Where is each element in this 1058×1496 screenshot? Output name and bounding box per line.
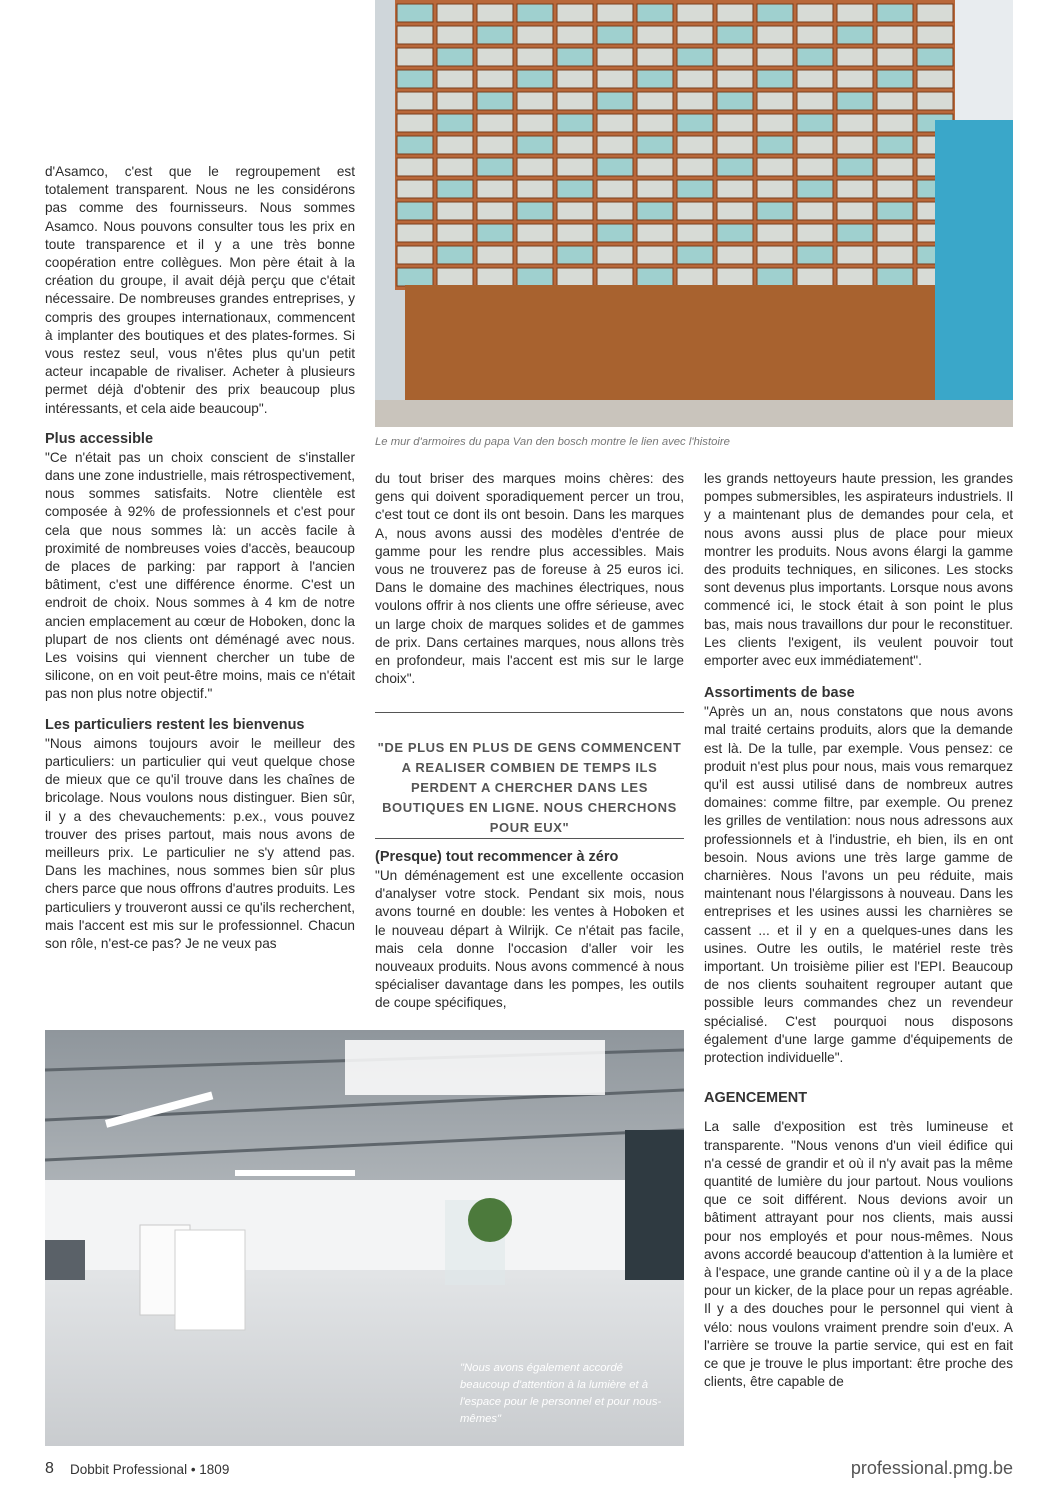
- cabinet-drawer: [397, 114, 433, 132]
- cabinet-drawer: [557, 268, 593, 286]
- cabinet-drawer: [557, 202, 593, 220]
- quote-bottom-rule: [375, 838, 684, 839]
- cabinet-drawer: [677, 158, 713, 176]
- cabinet-drawer: [597, 48, 633, 66]
- cabinet-drawer: [637, 136, 673, 154]
- cabinet-drawer: [797, 114, 833, 132]
- column-1: [45, 163, 355, 953]
- cabinet-drawer: [597, 202, 633, 220]
- heading-agencement: AGENCEMENT: [704, 1090, 808, 1107]
- cabinet-drawer: [677, 268, 713, 286]
- cabinet-drawer: [677, 114, 713, 132]
- cabinet-drawer: [877, 268, 913, 286]
- cabinet-drawer: [597, 180, 633, 198]
- cabinet-drawer: [557, 246, 593, 264]
- cabinet-drawer: [397, 4, 433, 22]
- cabinet-drawer: [837, 136, 873, 154]
- cabinet-drawer: [597, 26, 633, 44]
- cabinet-drawer: [757, 202, 793, 220]
- cabinet-drawer: [477, 268, 513, 286]
- cabinet-drawer: [797, 4, 833, 22]
- cabinet-drawer: [637, 4, 673, 22]
- cabinet-drawer: [877, 224, 913, 242]
- cabinet-drawer: [917, 92, 953, 110]
- cabinet-drawer: [797, 202, 833, 220]
- cabinet-drawer: [837, 158, 873, 176]
- cabinet-drawer: [477, 4, 513, 22]
- page-number: 8: [45, 1460, 54, 1477]
- cabinet-drawer: [717, 114, 753, 132]
- cabinet-drawer: [557, 136, 593, 154]
- cabinet-drawer: [437, 114, 473, 132]
- cabinet-drawer: [877, 180, 913, 198]
- cabinet-drawer: [837, 26, 873, 44]
- cabinet-drawer: [437, 180, 473, 198]
- cabinet-drawer: [757, 224, 793, 242]
- cabinet-drawer: [597, 246, 633, 264]
- paragraph-col3-continued: les grands nettoyeurs haute pression, les grandes pompes submersibles, les aspirateurs industriels. Il y a maintenant plus de demandes pour cela, et nous avons aussi plus de place pour mieux montrer les produits. Nous avons élargi la gamme des produits techniques, en silicones. Les stocks sont devenus plus importants. Lorsque nous avons commencé ici, le stock était à son point le plus bas, mais nous travaillons dur pour le reconstituer. Les clients l'exigent, ils veulent pouvoir tout emporter avec eux immédiatement".: [704, 471, 1013, 669]
- cabinet-drawer: [837, 268, 873, 286]
- cabinet-drawer: [757, 48, 793, 66]
- cabinet-drawer: [517, 224, 553, 242]
- cabinet-drawer: [837, 246, 873, 264]
- column-2-lower: [375, 844, 684, 1013]
- cabinet-drawer: [837, 180, 873, 198]
- cabinet-drawer: [797, 70, 833, 88]
- cabinet-drawer: [917, 70, 953, 88]
- cabinet-drawer: [837, 4, 873, 22]
- cabinet-drawer: [757, 70, 793, 88]
- cabinet-drawer: [877, 70, 913, 88]
- cabinet-drawer: [437, 268, 473, 286]
- paragraph-presque: "Un déménagement est une excellente occasion d'analyser votre stock. Pendant six mois, nous avons tourné en double: les ventes à Hoboken et le nouveau départ à Wilrijk. Ce n'était pas facile, mais cela donne l'occasion d'aller voir les nouveaux produits. Nous avons commencé à nous spécialiser davantage dans les pompes, les outils de coupe spécifiques,: [375, 868, 684, 1011]
- cabinet-drawer: [637, 224, 673, 242]
- cabinet-drawer: [477, 26, 513, 44]
- cabinet-drawer: [757, 114, 793, 132]
- cabinet-drawer: [717, 92, 753, 110]
- cabinet-drawer: [677, 224, 713, 242]
- cabinet-drawer: [597, 136, 633, 154]
- cabinet-drawer: [517, 202, 553, 220]
- cabinet-drawer: [717, 202, 753, 220]
- paragraph-col2-continued: du tout briser des marques moins chères: des gens qui doivent sporadiquement percer un trou, c'est tout ce dont ils ont besoin. Dans les marques A, nous avons aussi des modèles d'entrée de gamme pour les rendre plus accessibles. Mais vous ne trouverez pas de foreuse à 25 euros ici. Dans le domaine des machines électriques, nous voulons offrir à nos clients une offre sérieuse, avec un large choix de marques solides et de gammes de prix. Dans certaines marques, nous allons très en profondeur, mais l'accent est mis sur le large choix".: [375, 471, 684, 687]
- cabinet-drawer: [517, 158, 553, 176]
- intro-paragraph: d'Asamco, c'est que le regroupement est totalement transparent. Nous ne les considérons pas comme des fournisseurs. Nous sommes Asamco. Nous pouvons consulter tous les prix en toute transparence et il y a une très bonne coopération entre collègues. Mon père était à la création du groupe, il avait déjà perçu que c'était nécessaire. De nombreuses grandes entreprises, y compris des groupes internationaux, commencent à implanter des boutiques et des plates-formes. Si vous restez seul, vous n'êtes plus qu'un petit acteur incapable de rivaliser. Acheter à plusieurs permet déjà d'obtenir des prix beaucoup plus intéressants, et cela aide beaucoup".: [45, 164, 355, 416]
- cabinet-drawer: [837, 224, 873, 242]
- cabinet-drawer: [837, 48, 873, 66]
- cabinet-drawer: [917, 48, 953, 66]
- cabinet-drawer: [837, 70, 873, 88]
- cabinet-drawer: [677, 202, 713, 220]
- cabinet-drawer: [637, 180, 673, 198]
- cabinet-drawer: [877, 92, 913, 110]
- cabinet-drawer: [517, 136, 553, 154]
- cabinet-drawer: [877, 114, 913, 132]
- cabinet-drawer: [477, 224, 513, 242]
- heading-presque: (Presque) tout recommencer à zéro: [375, 849, 619, 865]
- cabinet-drawer: [397, 158, 433, 176]
- cabinet-drawer: [397, 180, 433, 198]
- cabinet-drawer: [397, 224, 433, 242]
- cabinet-drawer: [557, 158, 593, 176]
- cabinet-drawer: [437, 4, 473, 22]
- cabinet-drawer: [557, 114, 593, 132]
- cabinet-drawer: [477, 158, 513, 176]
- heading-plus-accessible: Plus accessible: [45, 430, 154, 447]
- cabinet-drawer: [877, 158, 913, 176]
- cabinet-drawer: [517, 70, 553, 88]
- cabinet-drawer: [437, 70, 473, 88]
- cabinet-drawer: [557, 92, 593, 110]
- cabinet-drawer: [637, 26, 673, 44]
- cabinet-drawer: [797, 180, 833, 198]
- website-link[interactable]: professional.pmg.be: [850, 1458, 1013, 1478]
- cabinet-drawer: [717, 70, 753, 88]
- cabinet-drawer: [757, 4, 793, 22]
- cabinet-drawer: [477, 202, 513, 220]
- cabinet-drawer: [397, 136, 433, 154]
- cabinet-drawer: [437, 92, 473, 110]
- cabinet-drawer: [637, 48, 673, 66]
- heading-assortiments: Assortiments de base: [704, 685, 855, 702]
- cabinet-drawer: [677, 70, 713, 88]
- cabinet-drawer: [437, 224, 473, 242]
- cabinet-drawer: [797, 246, 833, 264]
- cabinet-drawer: [477, 48, 513, 66]
- cabinet-drawer: [677, 26, 713, 44]
- cabinet-drawer: [557, 4, 593, 22]
- quote-top-rule: [375, 712, 684, 713]
- cabinet-drawer: [877, 136, 913, 154]
- column-2: [375, 470, 684, 688]
- cabinet-drawer: [837, 202, 873, 220]
- cabinet-drawer: [597, 92, 633, 110]
- cabinet-drawer: [757, 92, 793, 110]
- cabinet-drawer: [517, 92, 553, 110]
- cabinet-drawer: [717, 158, 753, 176]
- cabinet-drawer: [397, 48, 433, 66]
- cabinet-drawer: [917, 4, 953, 22]
- cabinet-drawer: [597, 114, 633, 132]
- cabinet-drawer: [637, 158, 673, 176]
- cabinet-drawer: [437, 158, 473, 176]
- cabinet-drawer: [397, 268, 433, 286]
- cabinet-drawer: [397, 246, 433, 264]
- cabinet-drawer: [557, 224, 593, 242]
- cabinet-drawer: [637, 114, 673, 132]
- cabinet-drawer: [677, 4, 713, 22]
- paragraph-plus-accessible: "Ce n'était pas un choix conscient de s'installer dans une zone industrielle, mais rétrospectivement, nous sommes satisfaits. Notre clientèle est composée à 92% de professionnels et c'est pour cela que nous sommes là: un accès facile à proximité de nombreuses voies d'accès, beaucoup de places de parking: par rapport à l'ancien bâtiment, c'est une différence énorme. C'est un endroit de choix. Nous sommes à 4 km de notre ancien emplacement au cœur de Hoboken, donc la plupart de nos clients ont déménagé avec nous. Les voisins qui viennent chercher un tube de silicone, on en voit peut-être moins, mais ce n'était pas non plus notre objectif.": [45, 449, 355, 702]
- cabinet-drawer: [717, 26, 753, 44]
- cabinet-drawer: [557, 48, 593, 66]
- cabinet-drawer: [477, 246, 513, 264]
- cabinet-drawer: [477, 114, 513, 132]
- cabinet-drawer: [717, 246, 753, 264]
- cabinet-drawer: [477, 92, 513, 110]
- cabinet-drawer: [517, 4, 553, 22]
- cabinet-drawer: [717, 48, 753, 66]
- cabinet-drawer: [757, 26, 793, 44]
- cabinet-drawer: [397, 92, 433, 110]
- cabinet-drawer: [717, 4, 753, 22]
- cabinet-drawer: [677, 180, 713, 198]
- paragraph-particuliers: "Nous aimons toujours avoir le meilleur des particuliers: un particulier qui veut quelque chose de mieux que ce qu'il trouve dans les chaînes de bricolage. Nous voulons nous distinguer. Bien sûr, il y a des chevauchements: p.ex., vous pouvez trouver des prises partout, mais nous avons de meilleurs prix. Le particulier ne s'y attend pas. Dans les machines, nous sommes bien sûr plus chers parce que nous offrons d'autres produits. Les particuliers y trouveront aussi ce qu'ils recherchent, mais l'accent est mis sur le professionnel. Chacun son rôle, n'est-ce pas? Je ne veux pas: [45, 735, 355, 951]
- cabinet-drawer: [877, 202, 913, 220]
- cabinet-drawer: [557, 26, 593, 44]
- paragraph-assortiments: "Après un an, nous constatons que nous avons mal traité certains produits, alors que la demande est là. De la tulle, par exemple. Vous pensez: ce produit n'est plus pour nous, mais vous remarquez qu'il est aussi utilisé dans de nombreux autres domaines: comme filtre, par exemple. Ou prenez les grilles de ventilation: nous nous adressons aux professionnels et à l'industrie, eh bien, ils en ont besoin. Nous avions une très large gamme de charnières. Nous l'avons un peu réduite, mais maintenant nous l'élargissons à nouveau. Dans les entreprises et les usines aussi les charnières se cassent ... et il y en a quelques-unes dans les usines. Outre les outils, le matériel reste très important. Un troisième pilier est l'EPI. Beaucoup de nos clients souhaitent regrouper autant que possible leurs commandes chez un revendeur spécialisé. C'est pourquoi nous disposons également d'une large gamme d'équipements de protection individuelle".: [704, 704, 1013, 1066]
- cabinet-drawer: [517, 26, 553, 44]
- cabinet-drawer: [517, 180, 553, 198]
- cabinet-drawer: [717, 268, 753, 286]
- cabinet-drawer: [517, 246, 553, 264]
- cabinet-drawer: [677, 246, 713, 264]
- cabinet-drawer: [837, 92, 873, 110]
- cabinet-drawer: [597, 158, 633, 176]
- cabinet-drawer: [597, 70, 633, 88]
- cabinet-drawer: [797, 92, 833, 110]
- cabinet-drawer: [437, 246, 473, 264]
- cabinet-drawer: [797, 136, 833, 154]
- cabinet-drawer: [397, 70, 433, 88]
- heading-particuliers: Les particuliers restent les bienvenus: [45, 716, 305, 733]
- cabinet-wall-illustration: [375, 0, 1013, 427]
- cabinet-drawer: [877, 4, 913, 22]
- cabinet-drawer: [477, 180, 513, 198]
- cabinet-drawer: [877, 48, 913, 66]
- top-photo-caption: Le mur d'armoires du papa Van den bosch montre le lien avec l'histoire: [375, 436, 730, 448]
- cabinet-drawer: [677, 136, 713, 154]
- cabinet-drawer: [517, 268, 553, 286]
- cabinet-drawer: [477, 136, 513, 154]
- magazine-issue: Dobbit Professional • 1809: [70, 1462, 230, 1477]
- cabinet-drawer: [677, 48, 713, 66]
- cabinet-drawer: [437, 48, 473, 66]
- column-3: [704, 470, 1013, 1391]
- cabinet-drawer: [637, 202, 673, 220]
- cabinet-drawer: [757, 180, 793, 198]
- cabinet-drawer: [557, 70, 593, 88]
- paragraph-agencement: La salle d'exposition est très lumineuse et transparente. "Nous venons d'un vieil édifice qui n'a cessé de grandir et où il n'y avait pas la même quantité de lumière du jour partout. Nous voulions que ce soit différent. Nous devions avoir un bâtiment attrayant pour nos clients, mais aussi pour nos employés et pour nous-mêmes. Nous avons accordé beaucoup d'attention à la lumière et à l'espace, une grande cantine où il y a de la place pour un kicker, de la place pour un repas agréable. Il y a des douches pour le personnel qui vient à vélo: nous voulons vraiment prendre soin d'eux. A l'arrière se trouve la partie service, qui est en fait ce que je trouve le plus important: être proche des clients, être capable de: [704, 1119, 1013, 1390]
- cabinet-drawer: [717, 224, 753, 242]
- cabinet-drawer: [837, 114, 873, 132]
- cabinet-drawer: [597, 4, 633, 22]
- cabinet-drawer: [797, 26, 833, 44]
- cabinet-drawer: [637, 92, 673, 110]
- cabinet-drawer: [757, 246, 793, 264]
- cabinet-drawer: [437, 26, 473, 44]
- cabinet-drawer: [637, 268, 673, 286]
- cabinet-drawer: [397, 26, 433, 44]
- cabinet-drawer: [517, 114, 553, 132]
- cabinet-drawer: [757, 136, 793, 154]
- cabinet-drawer: [437, 202, 473, 220]
- cabinet-drawer: [797, 224, 833, 242]
- cabinet-drawer: [637, 70, 673, 88]
- cabinet-drawer: [757, 268, 793, 286]
- cabinet-drawer: [397, 202, 433, 220]
- cabinet-drawer: [717, 180, 753, 198]
- pull-quote: "DE PLUS EN PLUS DE GENS COMMENCENT A REALISER COMBIEN DE TEMPS ILS PERDENT A CHERCHER DANS LES BOUTIQUES EN LIGNE. NOUS CHERCHONS POUR EUX": [377, 740, 682, 835]
- cabinet-drawer: [717, 136, 753, 154]
- cabinet-drawer: [597, 268, 633, 286]
- cabinet-wall-photo: [375, 0, 1013, 427]
- cabinet-drawer: [477, 70, 513, 88]
- cabinet-drawer: [637, 246, 673, 264]
- cabinet-drawer: [877, 246, 913, 264]
- cabinet-drawer: [437, 136, 473, 154]
- cabinet-drawer: [877, 26, 913, 44]
- cabinet-drawer: [677, 92, 713, 110]
- cabinet-drawer: [757, 158, 793, 176]
- office-photo-caption: "Nous avons également accordé beaucoup d'attention à la lumière et à l'espace pour le personnel et pour nous-mêmes": [460, 1362, 662, 1425]
- cabinet-drawer: [797, 268, 833, 286]
- cabinet-drawer: [557, 180, 593, 198]
- cabinet-drawer: [917, 26, 953, 44]
- cabinet-drawer: [797, 158, 833, 176]
- cabinet-drawer: [517, 48, 553, 66]
- cabinet-drawer: [797, 48, 833, 66]
- cabinet-drawer: [597, 224, 633, 242]
